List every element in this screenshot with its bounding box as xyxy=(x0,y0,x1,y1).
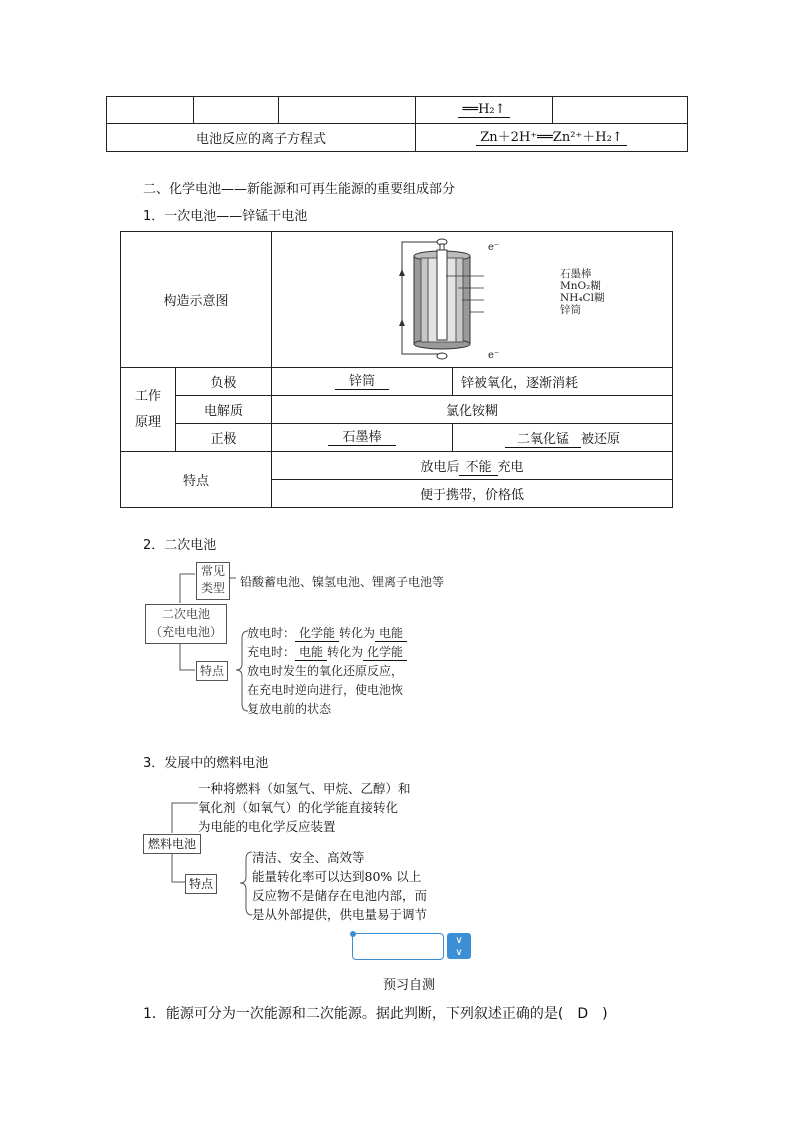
fuel-def-line2: 氧化剂（如氧气）的化学能直接转化 xyxy=(198,800,399,815)
positive-answer-mno2: 二氧化锰 xyxy=(505,432,581,448)
equation-cell xyxy=(416,97,553,124)
secondary-features-box: 特点 xyxy=(196,661,228,681)
dry-cell-diagram xyxy=(382,236,562,364)
fuel-feature-3: 反应物不是储存在电池内部，而 xyxy=(252,888,428,903)
label-graphite: 石墨棒 xyxy=(560,268,592,280)
fuel-feature-2: 能量转化率可以达到80% 以上 xyxy=(252,869,422,884)
ionic-equation: Zn＋2H⁺══Zn²⁺＋H₂↑ xyxy=(476,130,626,146)
secondary-box-line2: （充电电池） xyxy=(149,625,222,639)
work-label-line1: 工作 xyxy=(134,388,161,404)
diagram-label: 构造示意图 xyxy=(121,232,272,368)
fuel-def-line1: 一种将燃料（如氢气、甲烷、乙醇）和 xyxy=(198,781,411,796)
empty-cell xyxy=(553,97,688,124)
charge-line xyxy=(247,643,407,661)
diagram-cell xyxy=(272,232,673,368)
zinc-manganese-table xyxy=(120,231,673,508)
charge-mid: 转化为 xyxy=(327,645,364,659)
ionic-equation-cell xyxy=(416,124,688,152)
label-zinc-can: 锌筒 xyxy=(560,304,581,316)
electron-label-top: e⁻ xyxy=(488,242,500,253)
positive-label: 正极 xyxy=(176,424,272,452)
empty-cell xyxy=(107,97,194,124)
discharge-answer-a: 化学能 xyxy=(295,626,339,642)
subsection-fuel-cell: 3．发展中的燃料电池 xyxy=(143,756,269,771)
discharge-line xyxy=(247,624,407,642)
feature-pre: 放电后 xyxy=(420,459,460,475)
fuel-feature-1: 清洁、安全、高效等 xyxy=(252,850,365,865)
work-principle-label xyxy=(121,368,176,452)
h2-equation: ══H₂↑ xyxy=(458,102,509,118)
preview-banner xyxy=(352,933,444,960)
positive-desc: 被还原 xyxy=(581,431,621,447)
fuel-feature-4: 是从外部提供，供电量易于调节 xyxy=(252,907,428,922)
work-label-line2: 原理 xyxy=(134,414,161,430)
reaction-table xyxy=(106,96,688,152)
common-types-text: 铅酸蓄电池、镍氢电池、锂离子电池等 xyxy=(240,575,445,589)
negative-answer-cell xyxy=(272,368,453,396)
positive-answer-cell xyxy=(272,424,453,452)
charge-pre: 充电时： xyxy=(247,645,296,659)
fuel-cell-box: 燃料电池 xyxy=(143,834,201,854)
ionic-equation-label: 电池反应的离子方程式 xyxy=(107,124,416,152)
discharge-mid: 转化为 xyxy=(339,626,376,640)
positive-answer: 石墨棒 xyxy=(328,430,395,446)
secondary-feature-line4: 在充电时逆向进行，使电池恢 xyxy=(247,683,404,697)
negative-desc: 锌被氧化，逐渐消耗 xyxy=(453,368,673,396)
label-mno2: MnO₂糊 xyxy=(560,280,601,292)
positive-desc-cell xyxy=(453,424,673,452)
label-nh4cl: NH₄Cl糊 xyxy=(560,292,605,304)
feature-post: 充电 xyxy=(497,459,524,475)
double-chevron-down-icon[interactable]: ∨ ∨ xyxy=(447,933,471,959)
feature-answer: 不能 xyxy=(459,460,497,476)
question-1: 1．能源可分为一次能源和二次能源。据此判断，下列叙述正确的是( D ) xyxy=(143,1006,608,1022)
negative-answer: 锌筒 xyxy=(335,374,389,390)
empty-cell xyxy=(194,97,279,124)
secondary-feature-line5: 复放电前的状态 xyxy=(247,702,332,716)
types-box-line2: 类型 xyxy=(200,581,225,595)
negative-label: 负极 xyxy=(176,368,272,396)
charge-answer-b: 化学能 xyxy=(363,645,407,661)
subsection-secondary-battery: 2．二次电池 xyxy=(143,538,217,553)
electrolyte-label: 电解质 xyxy=(176,396,272,424)
section-heading: 二、化学电池——新能源和可再生能源的重要组成部分 xyxy=(143,182,456,197)
empty-cell xyxy=(279,97,416,124)
secondary-battery-box xyxy=(145,604,227,644)
electron-label-bottom: e⁻ xyxy=(488,350,500,361)
secondary-feature-line3: 放电时发生的氧化还原反应， xyxy=(247,664,404,678)
banner-dot xyxy=(350,931,356,937)
feature-label: 特点 xyxy=(121,452,272,508)
common-types-box xyxy=(196,562,230,600)
fuel-def-line3: 为电能的电化学反应装置 xyxy=(198,819,336,834)
types-box-line1: 常见 xyxy=(200,564,225,578)
feature-line2: 便于携带，价格低 xyxy=(272,480,673,508)
feature-line1 xyxy=(272,452,673,480)
electrolyte-value: 氯化铵糊 xyxy=(272,396,673,424)
discharge-pre: 放电时： xyxy=(247,626,296,640)
discharge-answer-b: 电能 xyxy=(375,626,407,642)
fuel-features-box: 特点 xyxy=(185,874,217,894)
subsection-primary-battery: 1．一次电池——锌锰干电池 xyxy=(143,209,308,224)
charge-answer-a: 电能 xyxy=(295,645,327,661)
secondary-box-line1: 二次电池 xyxy=(161,607,210,621)
preview-title: 预习自测 xyxy=(383,978,436,993)
